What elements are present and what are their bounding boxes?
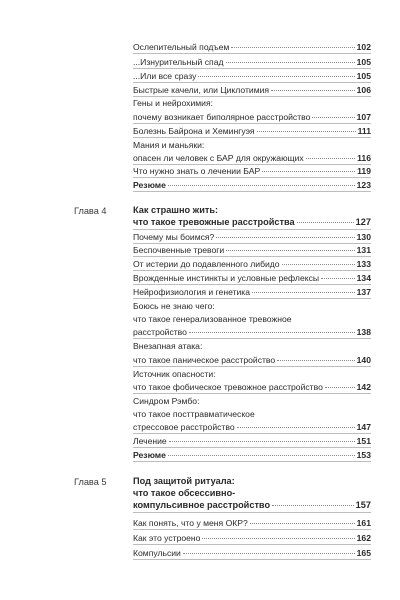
toc-entry[interactable] — [133, 245, 371, 255]
toc-entry-page: 151 — [356, 436, 371, 446]
divider — [133, 123, 371, 124]
toc-entry[interactable] — [133, 382, 371, 392]
divider — [133, 447, 371, 448]
leader-dots — [321, 278, 355, 279]
toc-entry-title: Нейрофизиология и генетика — [133, 287, 251, 297]
toc-entry[interactable] — [133, 273, 371, 283]
divider — [133, 256, 371, 257]
leader-dots — [282, 264, 355, 265]
toc-entry[interactable] — [133, 436, 371, 446]
toc-entry-title: Беспочвенные тревоги — [133, 245, 225, 255]
toc-entry-title: От истерии до подавленного либидо — [133, 259, 280, 269]
divider — [133, 191, 371, 192]
leader-dots — [216, 237, 354, 238]
toc-entry[interactable] — [133, 232, 371, 242]
toc-entry[interactable] — [133, 153, 371, 163]
leader-dots — [250, 523, 355, 524]
divider — [133, 529, 371, 530]
toc-entry-title-line1: Мания и маньяки: — [133, 140, 205, 150]
toc-entry-page: 134 — [356, 273, 371, 283]
divider — [133, 544, 371, 545]
divider — [133, 243, 371, 244]
toc-entry-page: 123 — [356, 180, 371, 190]
toc-entry-page: 111 — [357, 126, 371, 136]
divider — [133, 177, 371, 178]
toc-entry[interactable] — [133, 166, 371, 176]
toc-entry[interactable] — [133, 57, 371, 67]
leader-dots — [198, 76, 354, 77]
chapter-title-entry[interactable] — [133, 500, 371, 511]
leader-dots — [257, 131, 356, 132]
divider — [133, 164, 371, 165]
toc-entry[interactable] — [133, 533, 371, 543]
toc-entry-title-line1: Гены и нейрохимия: — [133, 98, 213, 108]
divider — [133, 366, 371, 367]
toc-entry-summary[interactable] — [133, 180, 371, 190]
divider — [133, 393, 371, 394]
toc-entry-page: 137 — [356, 287, 371, 297]
toc-entry-title: Почему мы боимся? — [133, 232, 215, 242]
leader-dots — [226, 62, 355, 63]
chapter-label: Глава 4 — [74, 206, 107, 216]
leader-dots — [262, 171, 355, 172]
toc-entry-page: 106 — [356, 85, 371, 95]
leader-dots — [189, 332, 355, 333]
toc-entry-summary[interactable] — [133, 450, 371, 460]
toc-entry-page: 153 — [356, 450, 371, 460]
divider — [133, 270, 371, 271]
toc-entry-title: Как это устроено — [133, 533, 201, 543]
toc-entry[interactable] — [133, 327, 371, 337]
toc-entry-page: 133 — [356, 259, 371, 269]
leader-dots — [169, 441, 355, 442]
divider — [133, 137, 371, 138]
toc-entry[interactable] — [133, 518, 371, 528]
divider — [133, 512, 371, 513]
toc-entry-title: стрессовое расстройство — [133, 422, 235, 432]
toc-entry-page: 131 — [356, 245, 371, 255]
toc-entry-title-line2: что такое генерализованное тревожное — [133, 314, 292, 324]
leader-dots — [272, 505, 354, 506]
divider — [133, 461, 371, 462]
toc-entry-title: Лечение — [133, 436, 167, 446]
toc-entry-page: 161 — [356, 518, 371, 528]
toc-entry-page: 130 — [356, 232, 371, 242]
leader-dots — [237, 427, 355, 428]
toc-entry-title: ...Изнурительный спад — [133, 57, 224, 67]
toc-entry-title-line1: Источник опасности: — [133, 369, 216, 379]
chapter-title-line2: что такое обсессивно- — [133, 488, 236, 498]
divider — [133, 82, 371, 83]
toc-entry[interactable] — [133, 422, 371, 432]
chapter-title-line1: Как страшно жить: — [133, 205, 219, 215]
leader-dots — [226, 250, 354, 251]
toc-entry[interactable] — [133, 85, 371, 95]
toc-entry-title: ...Или все сразу — [133, 71, 197, 81]
leader-dots — [325, 387, 355, 388]
divider — [133, 284, 371, 285]
leader-dots — [168, 185, 355, 186]
toc-entry-title: что такое фобическое тревожное расстройство — [133, 382, 323, 392]
toc-entry-title: Что нужно знать о лечении БАР — [133, 166, 261, 176]
divider — [133, 53, 371, 54]
toc-entry-title: расстройство — [133, 327, 187, 337]
divider — [133, 229, 371, 230]
toc-entry[interactable] — [133, 548, 371, 558]
leader-dots — [231, 47, 354, 48]
leader-dots — [271, 90, 355, 91]
leader-dots — [252, 292, 355, 293]
chapter-title-line2: что такое тревожные расстройства — [133, 217, 295, 227]
toc-entry[interactable] — [133, 126, 371, 136]
toc-entry-title: Компульсии — [133, 548, 181, 558]
toc-entry-page: 107 — [356, 112, 371, 122]
divider — [133, 338, 371, 339]
leader-dots — [312, 117, 354, 118]
toc-entry-title-line1: Синдром Рэмбо: — [133, 396, 200, 406]
divider — [133, 298, 371, 299]
toc-entry-title-line1: Боюсь не знаю чего: — [133, 301, 215, 311]
toc-entry-title: что такое паническое расстройство — [133, 355, 276, 365]
toc-entry-title: Как понять, что у меня ОКР? — [133, 518, 248, 528]
toc-entry-page: 116 — [357, 153, 371, 163]
toc-entry-title-line1: Внезапная атака: — [133, 341, 203, 351]
toc-entry-title: опасен ли человек с БАР для окружающих — [133, 153, 304, 163]
toc-entry-page: 119 — [357, 166, 371, 176]
divider — [133, 96, 371, 97]
chapter-page: 127 — [355, 217, 371, 227]
toc-entry-title: Болезнь Байрона и Хемингуэя — [133, 126, 255, 136]
toc-entry[interactable] — [133, 287, 371, 297]
toc-entry-page: 162 — [356, 533, 371, 543]
leader-dots — [306, 158, 355, 159]
toc-entry-page: 105 — [356, 71, 371, 81]
divider — [133, 68, 371, 69]
toc-entry[interactable] — [133, 71, 371, 81]
chapter-label: Глава 5 — [74, 477, 107, 487]
toc-entry-title: Ослепительный подъем — [133, 42, 230, 52]
toc-entry-title: Резюме — [133, 180, 166, 190]
chapter-title-line1: Под защитой ритуала: — [133, 476, 235, 486]
toc-entry[interactable] — [133, 355, 371, 365]
leader-dots — [168, 455, 355, 456]
toc-entry-title: Врожденные инстинкты и условные рефлексы — [133, 273, 320, 283]
chapter-title-entry[interactable] — [133, 217, 371, 228]
toc-entry-page: 147 — [356, 422, 371, 432]
toc-entry-page: 105 — [356, 57, 371, 67]
toc-entry-page: 140 — [356, 355, 371, 365]
toc-entry-title: Быстрые качели, или Циклотимия — [133, 85, 270, 95]
leader-dots — [277, 360, 354, 361]
toc-entry[interactable] — [133, 42, 371, 52]
leader-dots — [297, 222, 354, 223]
toc-entry-page: 142 — [356, 382, 371, 392]
divider — [133, 433, 371, 434]
toc-entry-page: 165 — [356, 548, 371, 558]
divider — [133, 559, 371, 560]
chapter-page: 157 — [355, 500, 371, 510]
toc-entry-page: 102 — [356, 42, 371, 52]
toc-entry-page: 138 — [356, 327, 371, 337]
toc-entry-title: почему возникает биполярное расстройство — [133, 112, 311, 122]
toc-entry-title: Резюме — [133, 450, 166, 460]
leader-dots — [183, 553, 355, 554]
chapter-title-line3: компульсивное расстройство — [133, 500, 271, 510]
toc-entry-title-line2: что такое посттравматическое — [133, 409, 255, 419]
toc-entry[interactable] — [133, 259, 371, 269]
toc-entry[interactable] — [133, 112, 371, 122]
leader-dots — [202, 538, 354, 539]
